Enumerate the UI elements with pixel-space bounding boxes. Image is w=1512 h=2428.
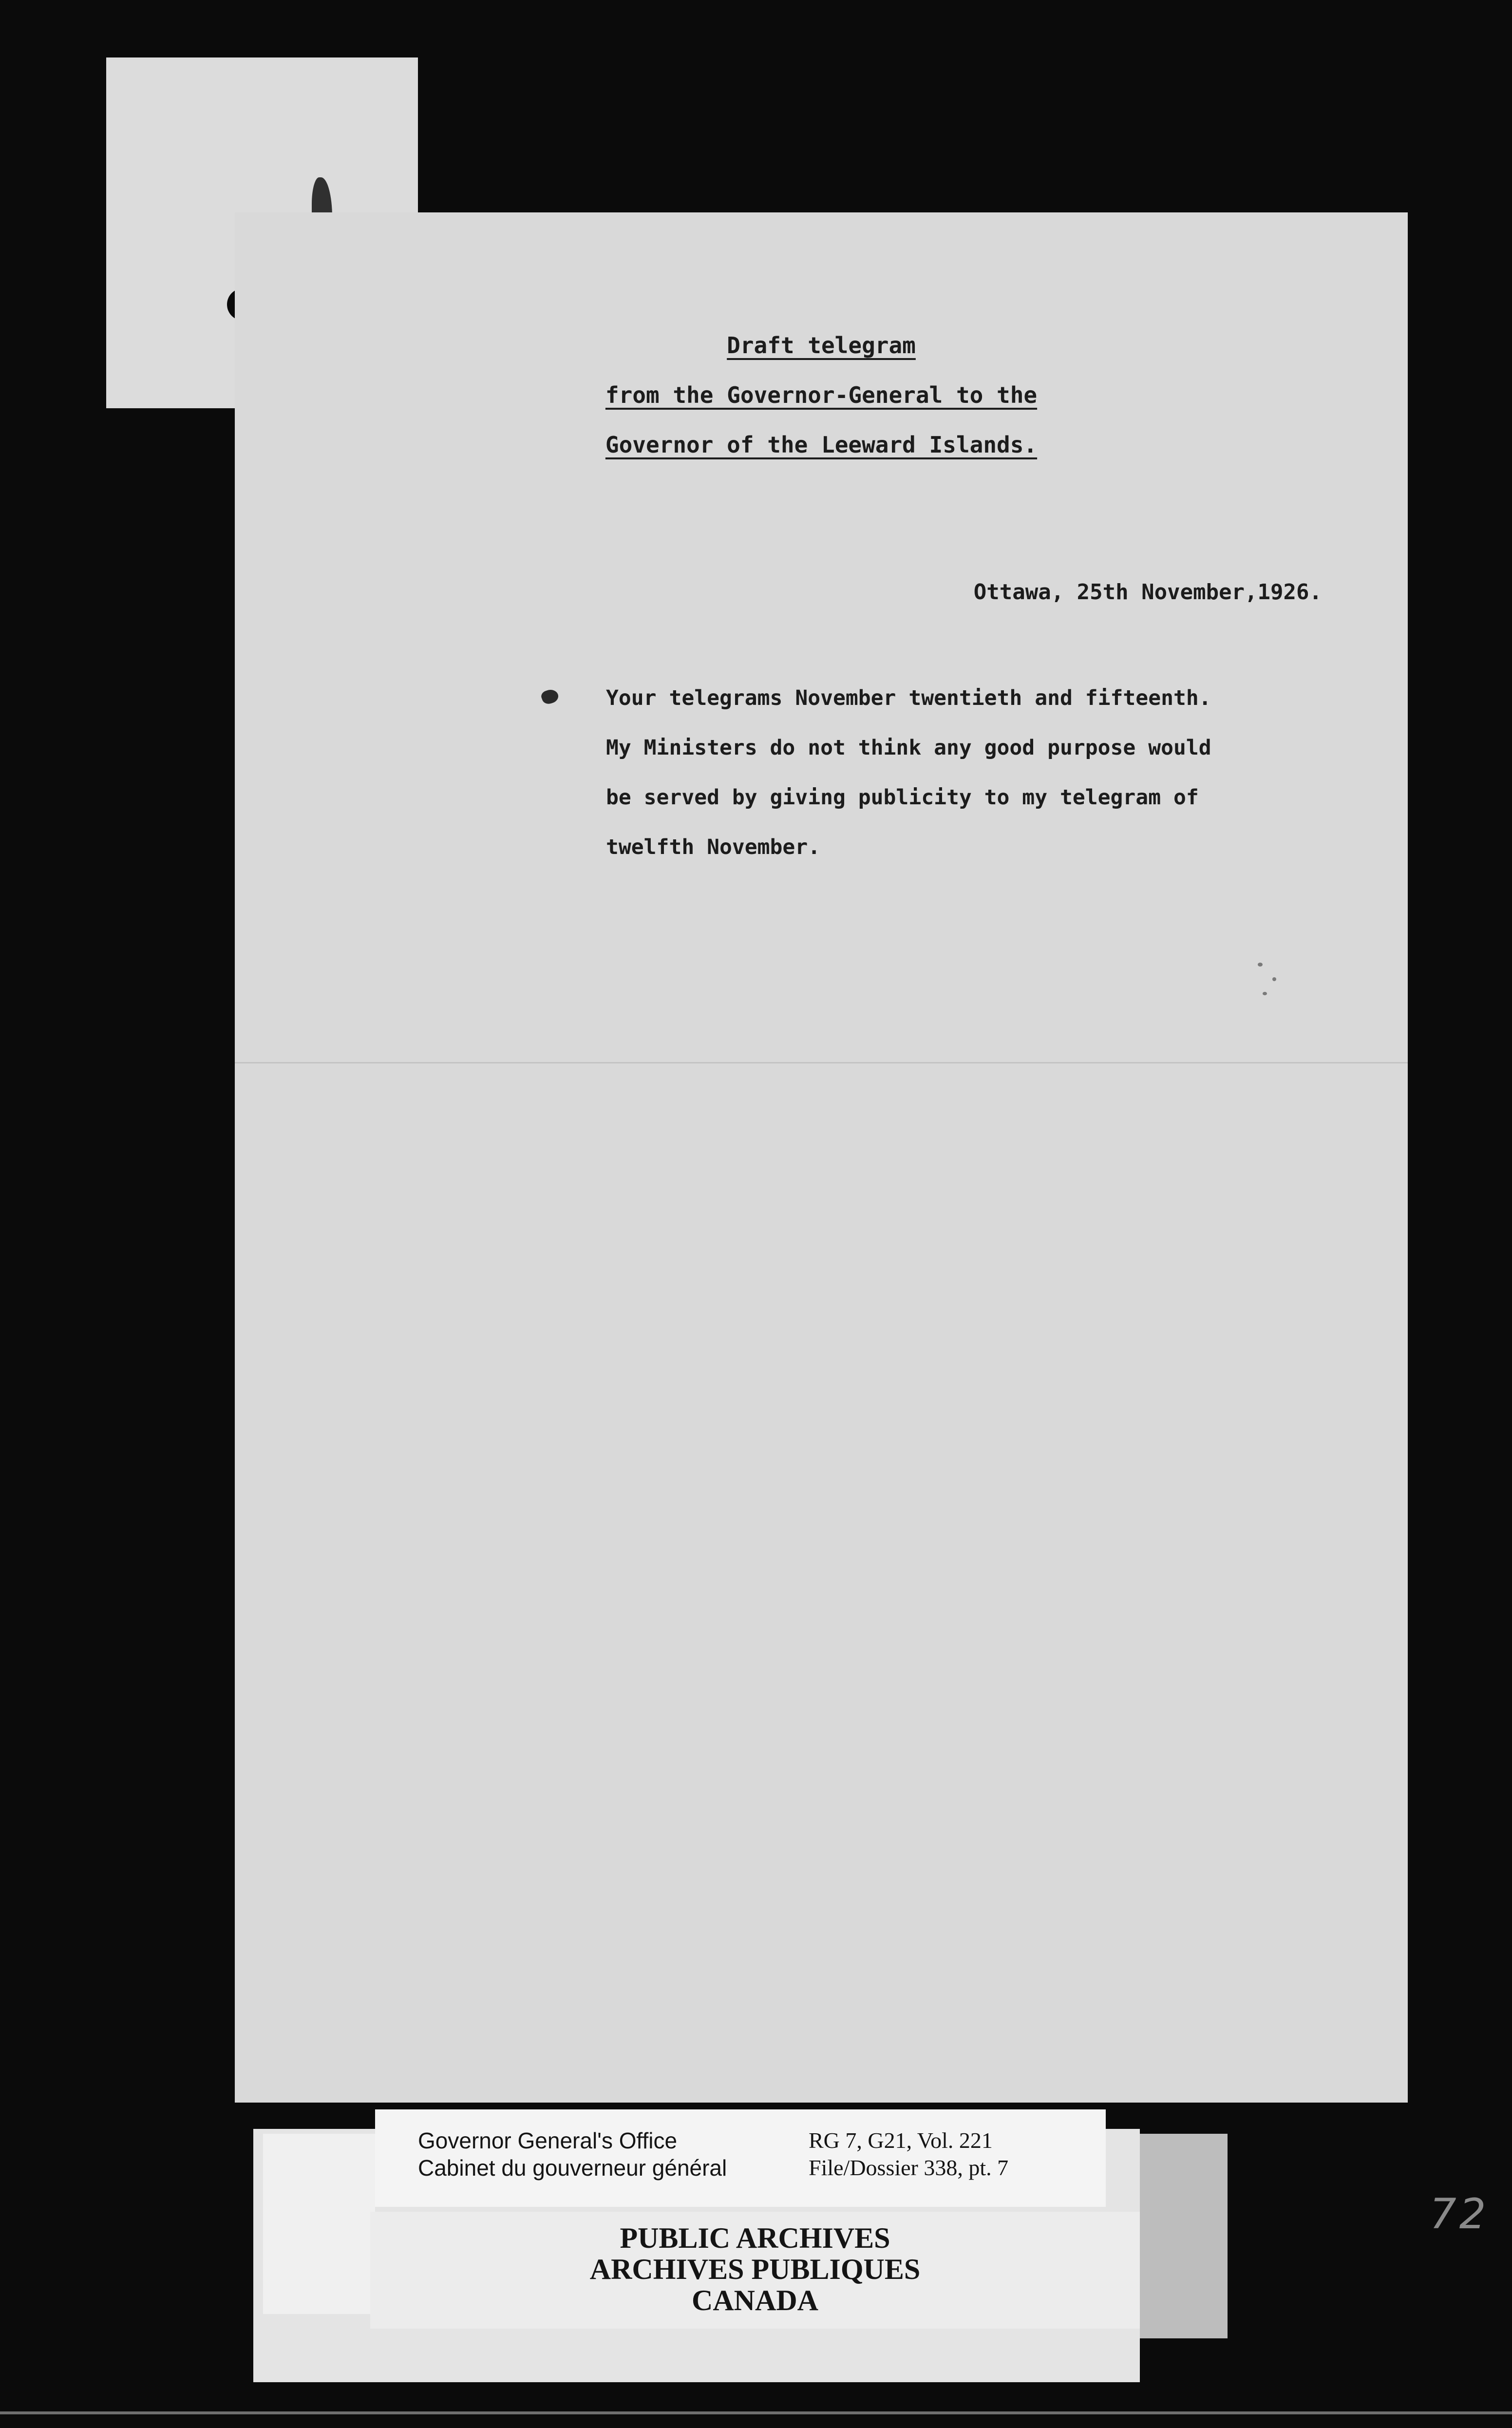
heading-line-3: Governor of the Leeward Islands.	[605, 432, 1038, 458]
label-side-block	[1140, 2134, 1228, 2338]
paper-speck	[1263, 992, 1267, 995]
ink-mark	[540, 687, 560, 706]
frame-number: 72	[1430, 2190, 1489, 2238]
office-name-en: Governor General's Office	[418, 2128, 678, 2153]
film-edge-line	[0, 2411, 1512, 2414]
archives-line-en: PUBLIC ARCHIVES	[620, 2222, 890, 2254]
file-dossier-ref: File/Dossier 338, pt. 7	[809, 2155, 1009, 2180]
document-page	[235, 212, 1408, 2103]
page-fold-line	[235, 1062, 1408, 1063]
telegram-body	[606, 673, 1366, 872]
public-archives-stamp	[370, 2212, 1140, 2329]
body-line: My Ministers do not think any good purpose would	[606, 736, 1211, 760]
office-name-fr: Cabinet du gouverneur général	[418, 2155, 727, 2181]
office-name	[418, 2127, 727, 2181]
heading-line-2: from the Governor-General to the	[605, 382, 1038, 408]
dateline: Ottawa, 25th November,1926.	[973, 580, 1322, 605]
archives-line-fr: ARCHIVES PUBLIQUES	[589, 2253, 921, 2285]
archive-reference	[809, 2127, 1008, 2181]
paper-speck	[1272, 977, 1276, 981]
body-line: be served by giving publicity to my telegram of	[606, 785, 1199, 810]
body-line: Your telegrams November twentieth and fifteenth.	[606, 686, 1211, 710]
body-line: twelfth November.	[606, 835, 821, 859]
paper-speck	[1258, 963, 1263, 967]
heading-line-1: Draft telegram	[727, 332, 916, 359]
archive-reference-card	[375, 2109, 1106, 2207]
record-group-ref: RG 7, G21, Vol. 221	[809, 2128, 993, 2153]
label-margin-block	[263, 2134, 375, 2314]
archives-line-country: CANADA	[692, 2284, 818, 2316]
